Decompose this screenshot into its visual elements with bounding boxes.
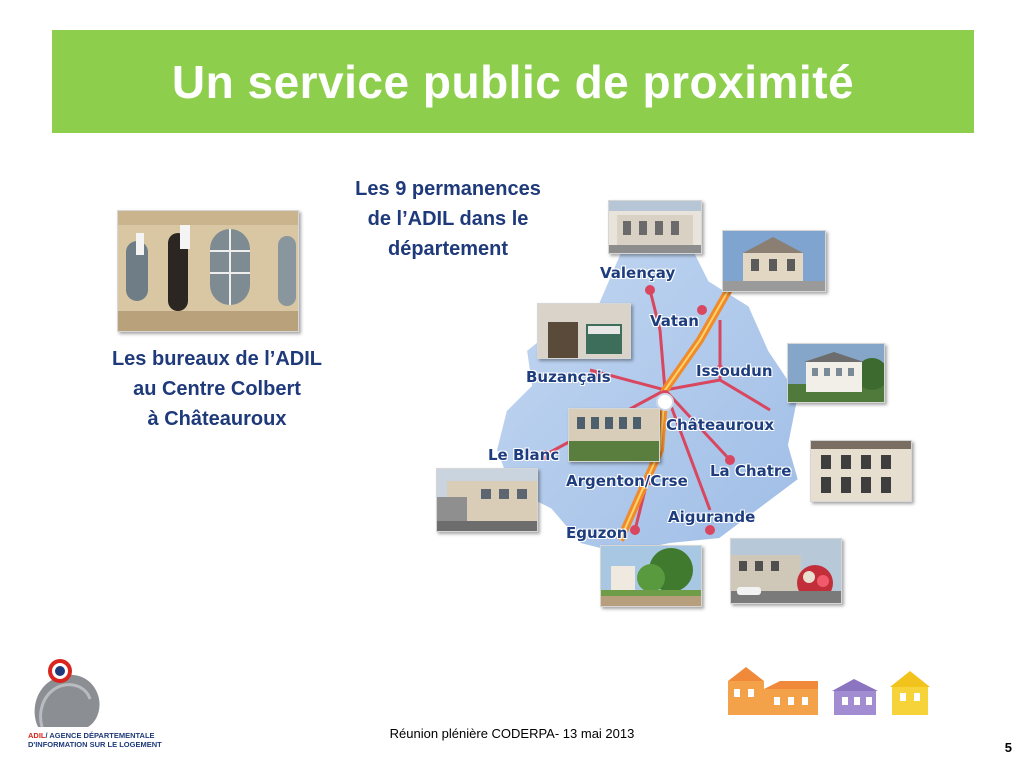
photo-issoudun bbox=[787, 343, 885, 403]
house-yellow-icon bbox=[890, 671, 930, 715]
town-label-eguzon: Eguzon bbox=[566, 524, 628, 542]
photo-eguzon bbox=[600, 545, 702, 607]
town-label-issoudun: Issoudun bbox=[696, 362, 773, 380]
page-number: 5 bbox=[1004, 740, 1012, 755]
left-caption bbox=[88, 344, 346, 434]
title-bar bbox=[52, 30, 974, 133]
town-label-chateauroux: Châteauroux bbox=[666, 416, 775, 434]
photo-vatan-mairie bbox=[722, 230, 826, 292]
photo-aigurande bbox=[730, 538, 842, 604]
top-caption-line-1: Les 9 permanences bbox=[355, 178, 541, 200]
left-caption-line-3: à Châteauroux bbox=[147, 408, 287, 430]
photo-valencay bbox=[608, 200, 702, 254]
photo-buzancais bbox=[537, 303, 631, 359]
left-caption-line-2: au Centre Colbert bbox=[133, 378, 301, 400]
photo-adil-offices bbox=[117, 210, 299, 332]
town-label-argenton: Argenton/Crse bbox=[566, 472, 688, 490]
town-label-la-chatre: La Chatre bbox=[710, 462, 792, 480]
town-label-valencay: Valençay bbox=[600, 264, 676, 282]
footer-text: Réunion plénière CODERPA- 13 mai 2013 bbox=[389, 726, 635, 741]
logo-line-2: D'INFORMATION SUR LE LOGEMENT bbox=[28, 740, 162, 749]
photo-la-chatre bbox=[810, 440, 912, 502]
house-purple-icon bbox=[832, 679, 878, 715]
top-caption-line-2: de l’ADIL dans le bbox=[367, 208, 529, 230]
left-caption-line-1: Les bureaux de l’ADIL bbox=[111, 348, 323, 370]
town-label-vatan: Vatan bbox=[650, 312, 699, 330]
houses-illustration bbox=[728, 665, 938, 717]
town-label-aigurande: Aigurande bbox=[668, 508, 756, 526]
town-label-le-blanc: Le Blanc bbox=[488, 446, 560, 464]
slide-title: Un service public de proximité bbox=[171, 55, 855, 108]
photo-le-blanc bbox=[436, 468, 538, 532]
house-orange-icon bbox=[728, 667, 818, 715]
photo-chateauroux bbox=[568, 408, 660, 462]
logo-line-1: / AGENCE DÉPARTEMENTALE bbox=[45, 731, 155, 740]
town-label-buzancais: Buzançais bbox=[526, 368, 611, 386]
top-caption-line-3: département bbox=[387, 238, 509, 260]
logo-acronym: ADIL bbox=[28, 731, 46, 740]
adil-logo-mark bbox=[28, 655, 108, 729]
